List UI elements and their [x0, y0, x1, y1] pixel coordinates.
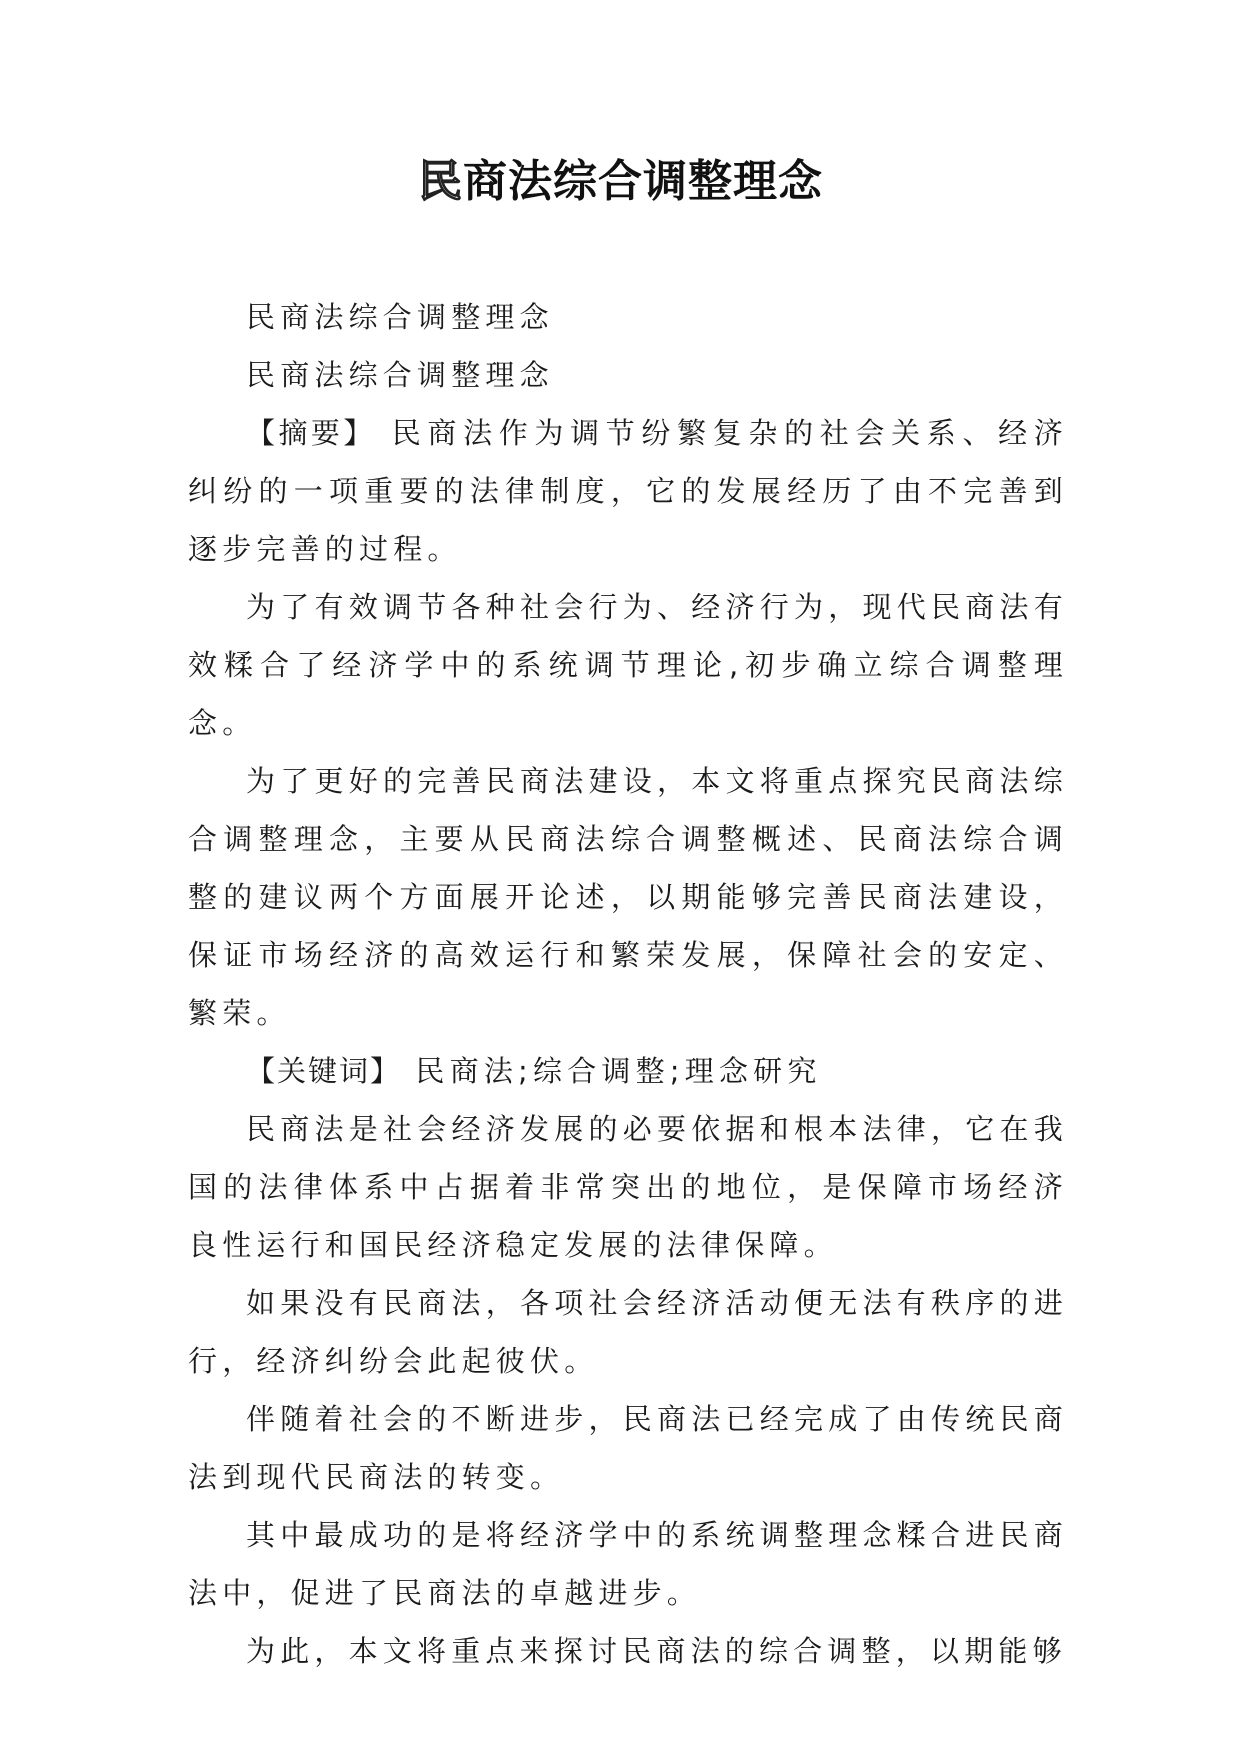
document-body — [188, 288, 1068, 1680]
abstract-label: 【摘要】 — [246, 416, 376, 450]
keywords-text: 民商法;综合调整;理念研究 — [401, 1054, 822, 1088]
title-rest: 商法综合调整理念 — [463, 156, 823, 207]
subtitle-line-1: 民商法综合调整理念 — [246, 300, 554, 334]
body-paragraph-5: 为此，本文将重点来探讨民商法的综合调整，以期能够 — [246, 1634, 1067, 1668]
keywords-paragraph — [188, 1042, 1068, 1100]
document-title — [0, 152, 1241, 212]
title-first-char: 民 — [418, 156, 463, 207]
intro-paragraph-1: 为了有效调节各种社会行为、经济行为，现代民商法有效糅合了经济学中的系统调节理论,初步确立综合调整理念。 — [188, 590, 1068, 740]
intro-paragraph-2: 为了更好的完善民商法建设，本文将重点探究民商法综合调整理念，主要从民商法综合调整概述、民商法综合调整的建议两个方面展开论述，以期能够完善民商法建设，保证市场经济的高效运行和繁荣发展，保障社会的安定、繁荣。 — [188, 764, 1068, 1030]
body-paragraph-2: 如果没有民商法，各项社会经济活动便无法有秩序的进行，经济纠纷会此起彼伏。 — [188, 1286, 1068, 1378]
body-paragraph-3: 伴随着社会的不断进步，民商法已经完成了由传统民商法到现代民商法的转变。 — [188, 1402, 1068, 1494]
subtitle-line-2: 民商法综合调整理念 — [246, 358, 554, 392]
abstract-paragraph — [188, 404, 1068, 578]
body-paragraph-1: 民商法是社会经济发展的必要依据和根本法律，它在我国的法律体系中占据着非常突出的地位，是保障市场经济良性运行和国民经济稳定发展的法律保障。 — [188, 1112, 1068, 1262]
abstract-text: 民商法作为调节纷繁复杂的社会关系、经济纠纷的一项重要的法律制度，它的发展经历了由不完善到逐步完善的过程。 — [188, 416, 1068, 566]
keywords-label: 【关键词】 — [246, 1054, 402, 1088]
body-paragraph-4: 其中最成功的是将经济学中的系统调整理念糅合进民商法中，促进了民商法的卓越进步。 — [188, 1518, 1068, 1610]
